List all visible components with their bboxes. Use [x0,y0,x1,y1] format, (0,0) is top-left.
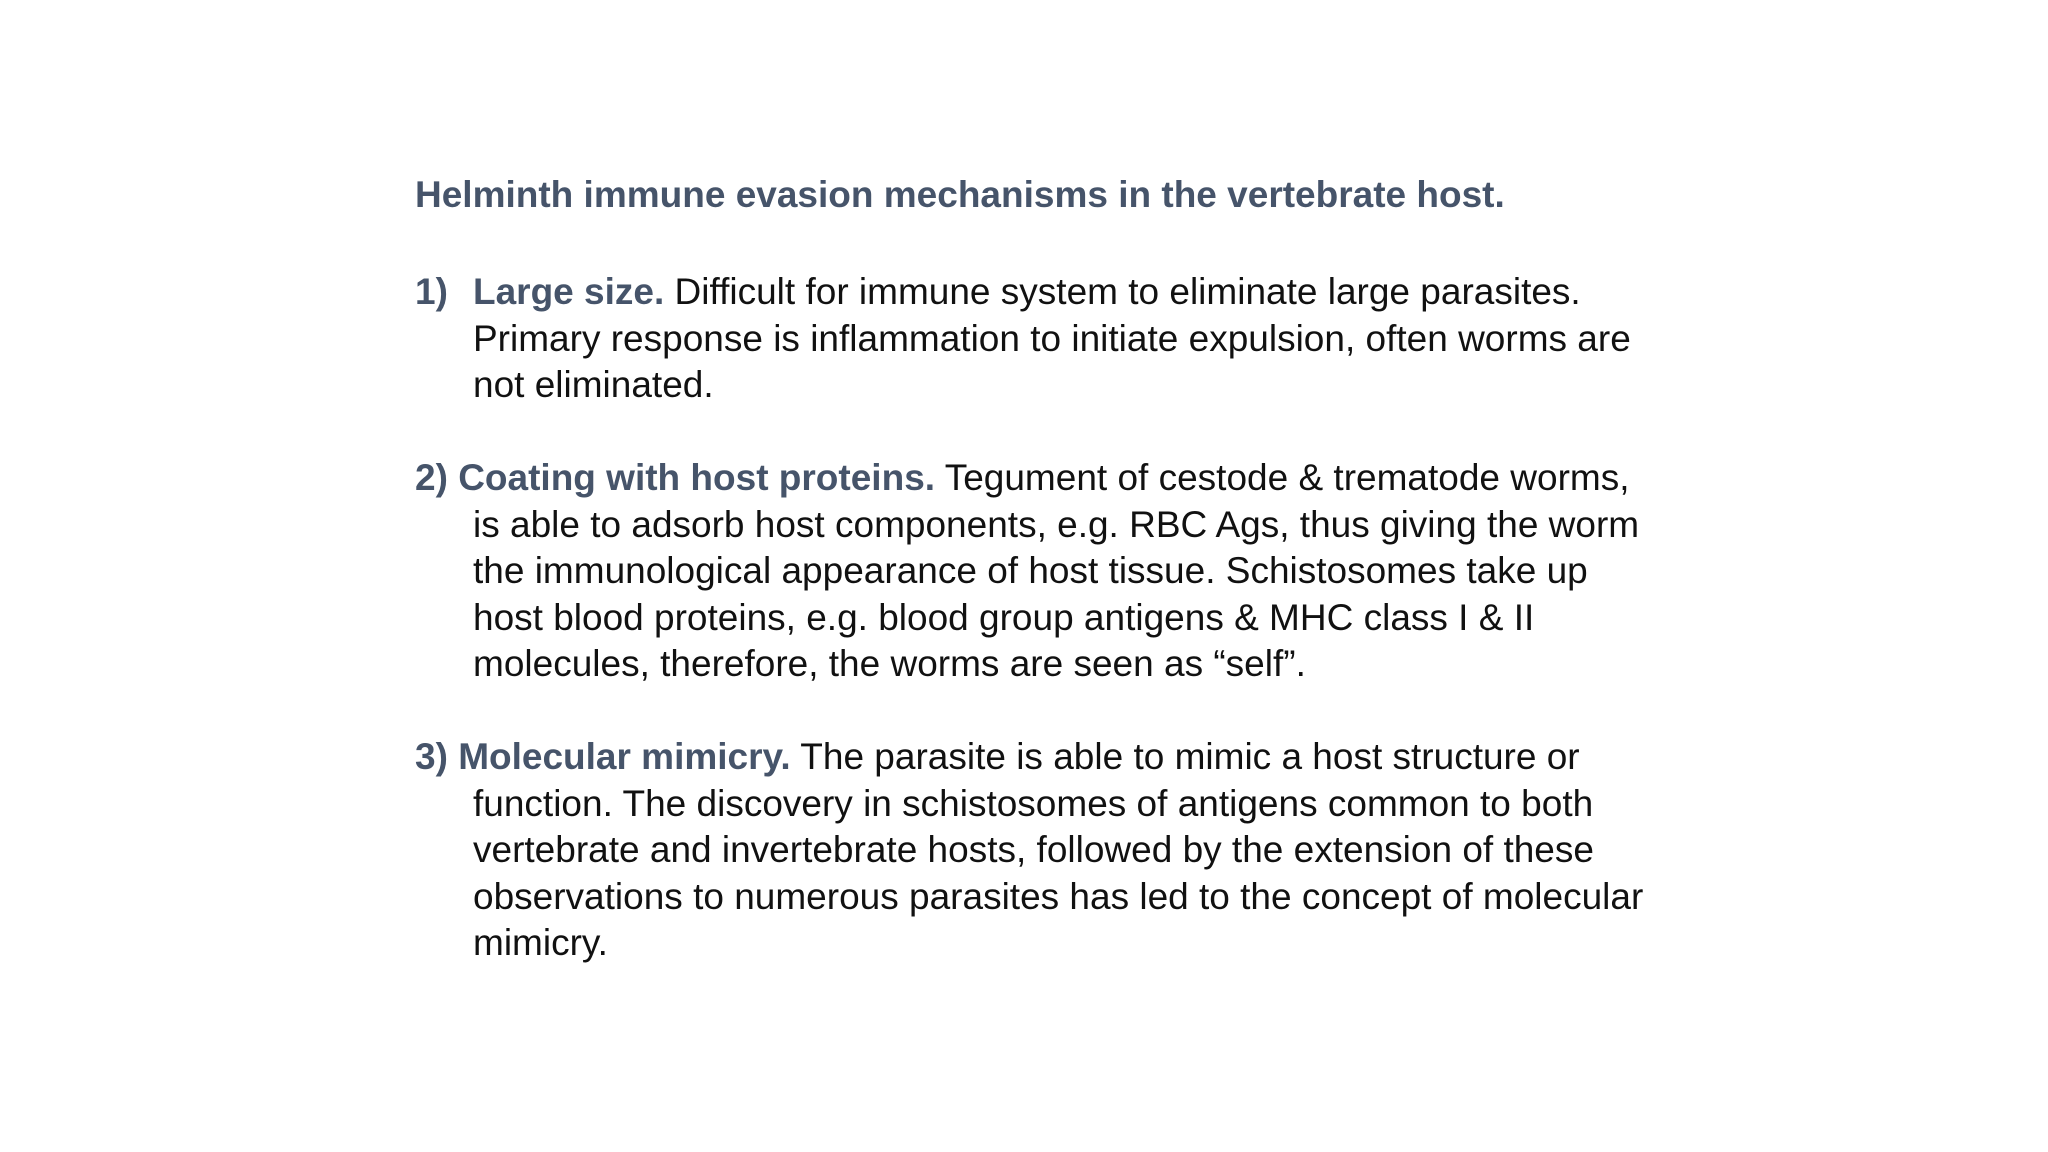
list-item-text: is able to adsorb host components, e.g. RBC Ags, thus giving the worm [473,503,1640,545]
list-item-text: function. The discovery in schistosomes of antigens common to both [473,782,1594,824]
list-item-text: Difficult for immune system to eliminate large parasites. [674,271,1581,312]
list-item-text: host blood proteins, e.g. blood group antigens & MHC class I & II [473,596,1535,638]
slide-title: Helminth immune evasion mechanisms in the vertebrate host. [415,174,1505,215]
list-item-text: Tegument of cestode & trematode worms, [944,457,1630,498]
list-item-text: The parasite is able to mimic a host structure or [800,736,1580,777]
list-item-heading: Large size. [473,271,665,312]
list-item-text: molecules, therefore, the worms are seen as “self”. [473,643,1306,684]
list-item-first-line [415,455,1715,502]
list-item-heading: Molecular mimicry. [458,736,791,777]
list-item-first-line [415,269,1715,316]
list-item-first-line [415,734,1715,781]
list-item-text: the immunological appearance of host tissue. Schistosomes take up [473,550,1588,591]
list-marker: 3) [415,736,448,777]
list-item-text: observations to numerous parasites has led to the concept of molecular [473,875,1644,917]
list-item-text: Primary response is inflammation to initiate expulsion, often worms are [473,317,1631,359]
list-marker: 2) [415,457,448,498]
list-item-heading: Coating with host proteins. [458,457,936,498]
list-item-molecular-mimicry [415,734,1715,967]
list-item-text: not eliminated. [473,364,714,405]
list-item-coating-host-proteins [415,455,1715,688]
list-marker: 1) [415,271,448,312]
list-item-text: vertebrate and invertebrate hosts, followed by the extension of these [473,829,1594,870]
list-item-text: mimicry. [473,922,608,963]
list-item-large-size [415,269,1715,409]
